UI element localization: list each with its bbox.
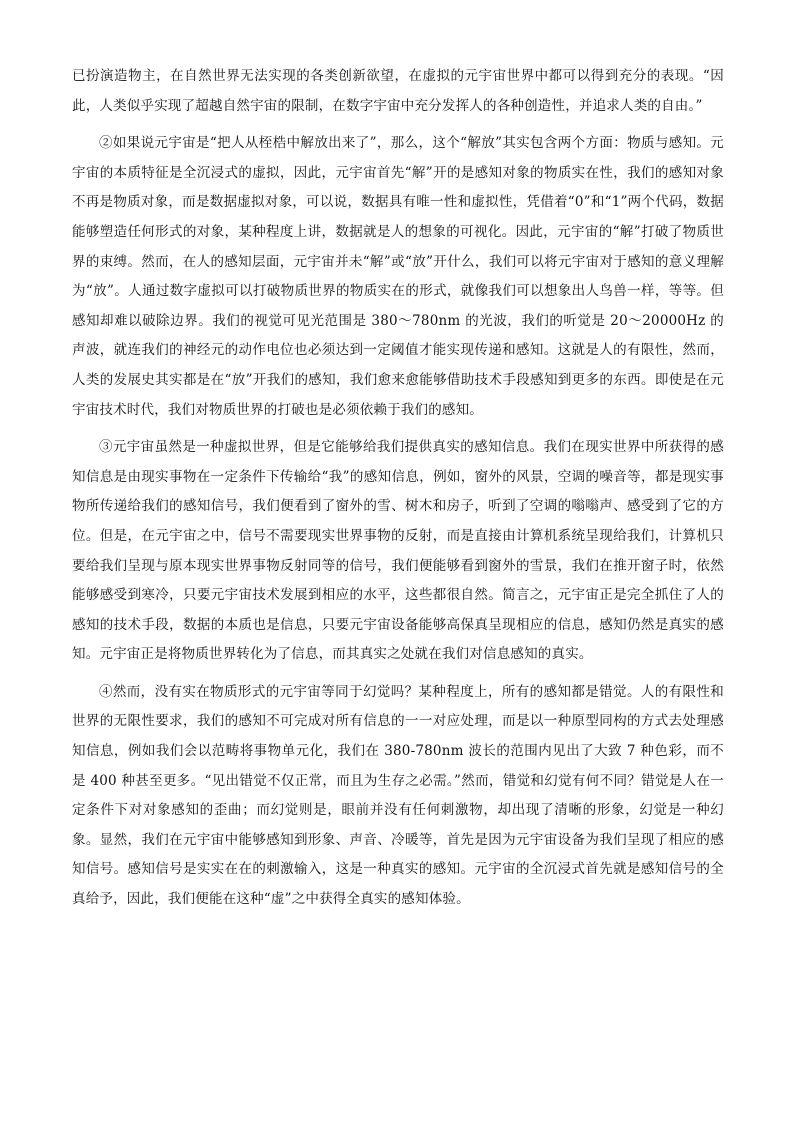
paragraph-3: ③元宇宙虽然是一种虚拟世界，但是它能够给我们提供真实的感知信息。我们在现实世界中所获得的感知信息是由现实事物在一定条件下传输给“我”的感知信息，例如，窗外的风景，空调的噪音等，都是现实事物所传递给我们的感知信号，我们便看到了窗外的雪、树木和房子，听到了空调的嗡嗡声、感受到了它的方位。但是，在元宇宙之中，信号不需要现实世界事物的反射，而是直接由计算机系统呈现给我们，计算机只要给我们呈现与原本现实世界事物反射同等的信号，我们便能够看到窗外的雪景，我们在推开窗子时，依然能够感受到寒冷，只要元宇宙技术发展到相应的水平，这些都很自然。简言之，元宇宙正是完全抓住了人的感知的技术手段，数据的本质也是信息，只要元宇宙设备能够高保真呈现相应的信息，感知仍然是真实的感知。元宇宙正是将物质世界转化为了信息，而其真实之处就在我们对信息感知的真实。 — [72, 439, 724, 663]
paragraph-continued: 已扮演造物主，在自然世界无法实现的各类创新欲望，在虚拟的元宇宙世界中都可以得到充分的表现。“因此，人类似乎实现了超越自然宇宙的限制，在数字宇宙中充分发挥人的各种创造性，并追求人类的自由。” — [72, 68, 724, 114]
document-page — [72, 62, 724, 923]
paragraph-4: ④然而，没有实在物质形式的元宇宙等同于幻觉吗？某种程度上，所有的感知都是错觉。人的有限性和世界的无限性要求，我们的感知不可完成对所有信息的一一对应处理，而是以一种原型同构的方式去处理感知信息，例如我们会以范畴将事物单元化，我们在 380-780nm 波长的范围内见出了大致 7 种色彩，而不是 400 种甚至更多。“见出错觉不仅正常，而且为生存之必需。”然而，错觉和幻觉有何不同？错觉是人在一定条件下对对象感知的歪曲；而幻觉则是，眼前并没有任何刺激物，却出现了清晰的形象，幻觉是一种幻象。显然，我们在元宇宙中能够感知到形象、声音、冷暖等，首先是因为元宇宙设备为我们呈现了相应的感知信号。感知信号是实实在在的刺激输入，这是一种真实的感知。元宇宙的全沉浸式首先就是感知信号的全真给予，因此，我们便能在这种“虚”之中获得全真实的感知体验。 — [72, 683, 724, 908]
paragraph-2: ②如果说元宇宙是“把人从桎梏中解放出来了”，那么，这个“解放”其实包含两个方面：物质与感知。元宇宙的本质特征是全沉浸式的虚拟，因此，元宇宙首先“解”开的是感知对象的物质实在性，我们的感知对象不再是物质对象，而是数据虚拟对象，可以说，数据具有唯一性和虚拟性，凭借着“0”和“1”两个代码，数据能够塑造任何形式的对象，某种程度上讲，数据就是人的想象的可视化。因此，元宇宙的“解”打破了物质世界的束缚。然而，在人的感知层面，元宇宙并未“解”或“放”开什么，我们可以将元宇宙对于感知的意义理解为“放”。人通过数字虚拟可以打破物质世界的物质实在的形式，就像我们可以想象出人鸟兽一样，等等。但感知却难以破除边界。我们的视觉可见光范围是 380～780nm 的光波，我们的听觉是 20～20000Hz 的声波，就连我们的神经元的动作电位也必须达到一定阈值才能实现传递和感知。这就是人的有限性，然而，人类的发展史其实都是在“放”开我们的感知，我们愈来愈能够借助技术手段感知到更多的东西。即使是在元宇宙技术时代，我们对物质世界的打破也是必须依赖于我们的感知。 — [72, 135, 724, 418]
